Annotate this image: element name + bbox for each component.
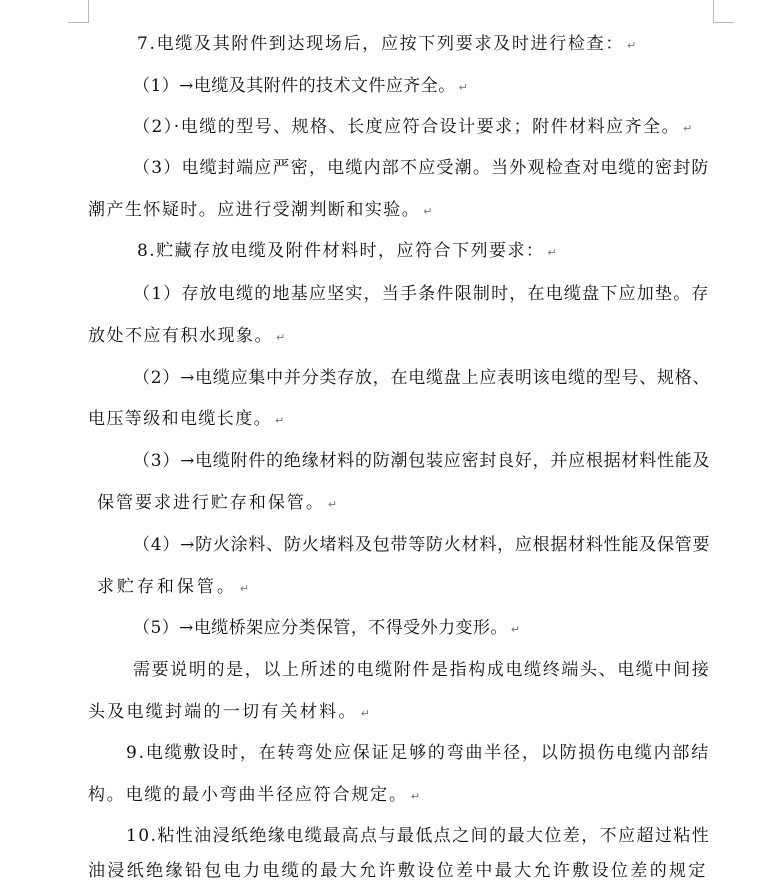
paragraph-mark-icon: ↵ [239,582,253,595]
line-text: 8.贮藏存放电缆及附件材料时，应符合下列要求： [137,241,545,261]
paragraph-mark-icon: ↵ [275,414,286,427]
text-line [133,116,694,140]
paragraph-mark-icon: ↵ [410,790,422,803]
text-line [88,784,422,808]
line-text: （5）→电缆桥架应分类保管，不得受外力变形。 [133,618,508,638]
line-text: 求贮存和保管。 [97,577,237,597]
text-line [88,701,372,725]
line-text: 放处不应有积水现象。 [88,326,273,346]
line-text: 10.粘性油浸纸绝缘电缆最高点与最低点之间的最大位差，不应超过粘性 [126,826,711,846]
text-line [133,659,710,681]
line-text: （2）→电缆应集中并分类存放，在电缆盘上应表明该电缆的型号、规格、 [133,368,711,388]
line-text: 油浸纸绝缘铅包电力电缆的最大允许敷设位差中最大允许敷设位差的规定 [88,861,708,881]
text-line [88,408,286,432]
text-line [126,742,710,764]
paragraph-mark-icon: ↵ [683,122,694,135]
text-line [137,240,558,264]
paragraph-mark-icon: ↵ [327,498,340,511]
text-line [133,367,710,389]
paragraph-mark-icon: ↵ [458,81,469,94]
text-line [97,492,339,516]
text-line [88,199,434,223]
line-text: 7.电缆及其附件到达现场后，应按下列要求及时进行检查： [137,34,625,54]
text-line [133,450,710,472]
paragraph-mark-icon: ↵ [276,331,287,344]
line-text: 9.电缆敷设时，在转弯处应保证足够的弯曲半径，以防损伤电缆内部结 [126,743,711,763]
line-text: （1）→电缆及其附件的技术文件应齐全。 [133,76,456,96]
line-text: 需要说明的是，以上所述的电缆附件是指构成电缆终端头、电缆中间接 [133,660,711,680]
paragraph-mark-icon: ↵ [627,39,638,52]
text-line [133,157,710,179]
text-line [133,617,521,641]
line-text: （1）存放电缆的地基应坚实，当手条件限制时，在电缆盘下应加垫。存 [133,284,710,304]
line-text: 电压等级和电缆长度。 [88,409,272,429]
text-line [88,325,287,349]
text-line [133,534,710,556]
text-line [133,283,710,305]
line-text: （4）→防火涂料、防火堵料及包带等防火材料，应根据材料性能及保管要 [133,535,711,555]
text-line [133,75,468,99]
line-text: 保管要求进行贮存和保管。 [97,493,325,513]
line-text: 构。电缆的最小弯曲半径应符合规定。 [88,785,408,805]
paragraph-mark-icon: ↵ [423,205,434,218]
line-text: 潮产生怀疑时。应进行受潮判断和实验。 [88,200,421,220]
paragraph-mark-icon: ↵ [510,623,521,636]
line-text: （2）·电缆的型号、规格、长度应符合设计要求；附件材料应齐全。 [133,117,681,137]
line-text: 头及电缆封端的一切有关材料。 [88,702,358,722]
text-line [137,33,638,57]
line-text: （3）电缆封端应严密，电缆内部不应受潮。当外观检查对电缆的密封防 [133,158,710,178]
text-line [88,860,708,882]
text-line [126,825,710,847]
line-text: （3）→电缆附件的绝缘材料的防潮包装应密封良好，并应根据材料性能及 [133,451,711,471]
page-corner-mark-right [713,0,734,23]
page-corner-mark-left [68,0,89,23]
text-line [97,576,252,600]
paragraph-mark-icon: ↵ [547,246,559,259]
paragraph-mark-icon: ↵ [360,707,373,720]
